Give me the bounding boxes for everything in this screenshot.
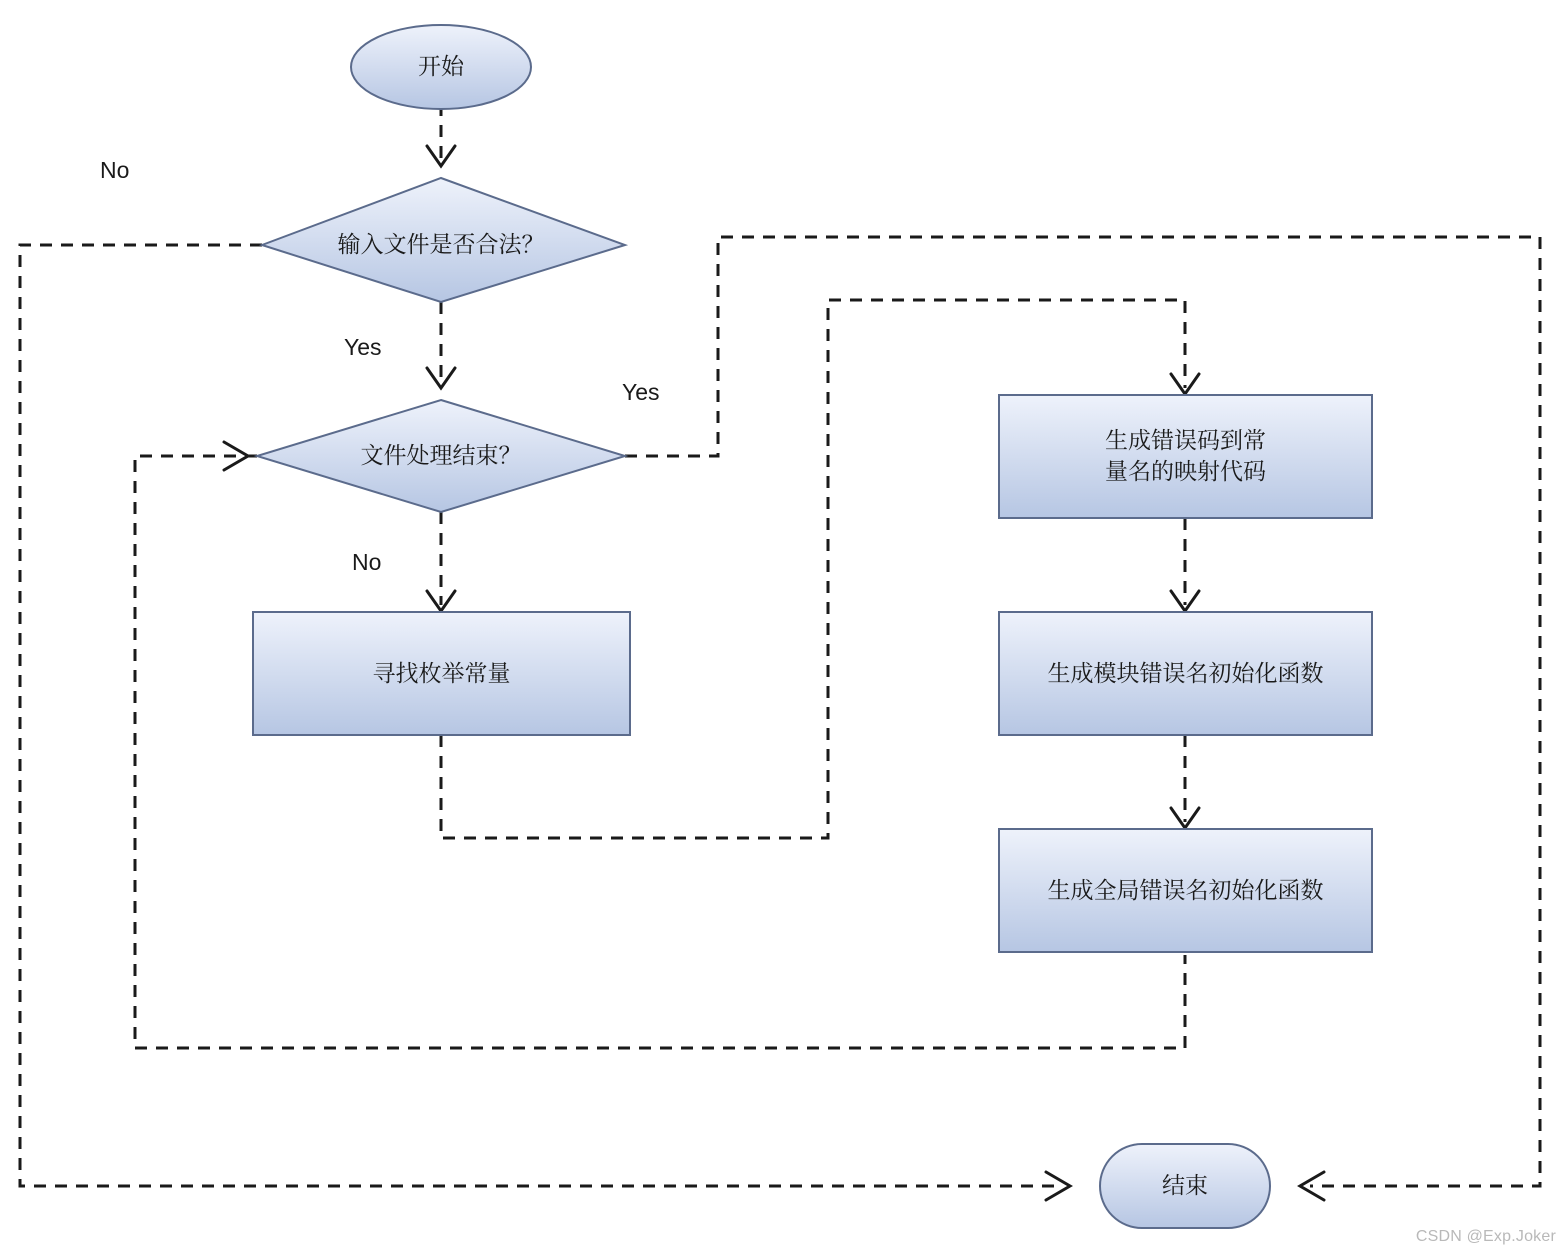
edge-label-filedone-yes: Yes [622, 379, 660, 405]
node-check-file-label: 输入文件是否合法？ [337, 231, 545, 258]
node-gen-module-init-label: 生成模块错误名初始化函数 [1047, 660, 1324, 687]
node-gen-module-init [999, 612, 1372, 735]
node-find-enum-label: 寻找枚举常量 [372, 660, 511, 687]
node-file-done-label: 文件处理结束？ [360, 442, 522, 469]
arrowhead-gen-map [1171, 374, 1199, 394]
edge-label-check-no: No [100, 157, 130, 183]
node-check-file [262, 178, 625, 302]
node-find-enum [253, 612, 630, 735]
node-gen-global-init-label: 生成全局错误名初始化函数 [1047, 877, 1324, 904]
node-gen-map-label: 生成错误码到常 量名的映射代码 [1105, 426, 1266, 484]
node-start [351, 25, 531, 109]
node-start-label: 开始 [418, 53, 464, 80]
node-end [1100, 1144, 1270, 1228]
edge-label-check-yes: Yes [344, 334, 382, 360]
edge-label-filedone-no: No [352, 549, 382, 575]
watermark: CSDN @Exp.Joker [1415, 1228, 1556, 1245]
arrowhead-gen-global [1171, 808, 1199, 828]
node-gen-global-init [999, 829, 1372, 952]
arrowhead-gen-module [1171, 591, 1199, 611]
node-gen-map [999, 395, 1372, 518]
edge-findenum-to-genmap [441, 300, 1185, 838]
node-file-done [257, 400, 625, 512]
edge-loopback-to-filedone [135, 456, 1185, 1048]
node-end-label: 结束 [1162, 1172, 1208, 1199]
